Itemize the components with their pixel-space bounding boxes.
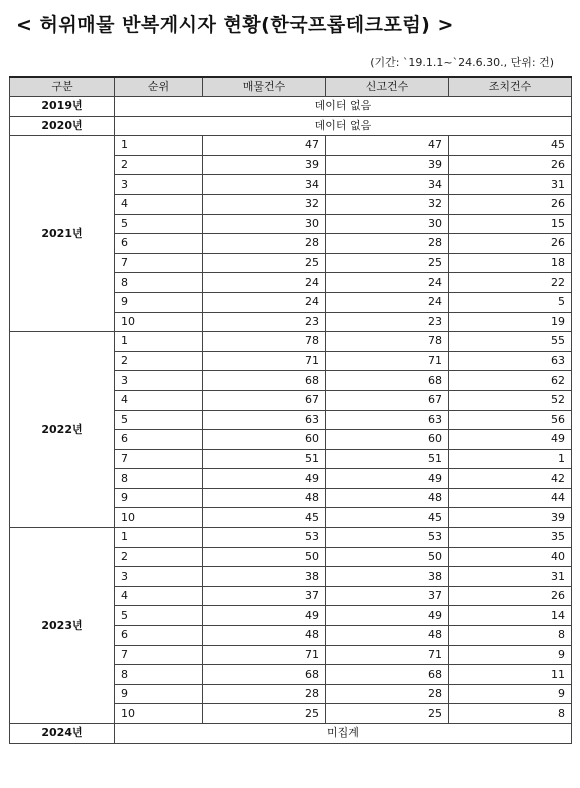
listing-count-cell: 49 xyxy=(203,469,326,489)
listing-count-cell: 24 xyxy=(203,273,326,293)
report-count-cell: 71 xyxy=(326,645,449,665)
rank-cell: 10 xyxy=(115,508,203,528)
action-count-cell: 35 xyxy=(449,528,572,548)
action-count-cell: 55 xyxy=(449,332,572,352)
listing-count-cell: 28 xyxy=(203,684,326,704)
report-count-cell: 39 xyxy=(326,155,449,175)
action-count-cell: 18 xyxy=(449,253,572,273)
listing-count-cell: 48 xyxy=(203,488,326,508)
action-count-cell: 31 xyxy=(449,175,572,195)
rank-cell: 1 xyxy=(115,332,203,352)
table-header-row xyxy=(10,77,572,97)
report-count-cell: 38 xyxy=(326,567,449,587)
report-count-cell: 28 xyxy=(326,234,449,254)
listing-count-cell: 68 xyxy=(203,665,326,685)
report-count-cell: 63 xyxy=(326,410,449,430)
action-count-cell: 19 xyxy=(449,312,572,332)
listing-count-cell: 37 xyxy=(203,586,326,606)
rank-cell: 1 xyxy=(115,136,203,156)
rank-cell: 8 xyxy=(115,665,203,685)
report-count-cell: 60 xyxy=(326,430,449,450)
table-body xyxy=(10,97,572,744)
report-count-cell: 67 xyxy=(326,390,449,410)
header-action-count: 조치건수 xyxy=(449,77,572,97)
rank-cell: 7 xyxy=(115,253,203,273)
report-count-cell: 68 xyxy=(326,665,449,685)
rank-cell: 3 xyxy=(115,567,203,587)
report-count-cell: 45 xyxy=(326,508,449,528)
report-count-cell: 49 xyxy=(326,469,449,489)
action-count-cell: 42 xyxy=(449,469,572,489)
report-count-cell: 34 xyxy=(326,175,449,195)
listing-count-cell: 71 xyxy=(203,645,326,665)
listing-count-cell: 30 xyxy=(203,214,326,234)
report-count-cell: 71 xyxy=(326,351,449,371)
report-count-cell: 25 xyxy=(326,253,449,273)
action-count-cell: 9 xyxy=(449,684,572,704)
action-count-cell: 62 xyxy=(449,371,572,391)
action-count-cell: 14 xyxy=(449,606,572,626)
report-count-cell: 48 xyxy=(326,488,449,508)
rank-cell: 10 xyxy=(115,312,203,332)
listing-count-cell: 60 xyxy=(203,430,326,450)
rank-cell: 3 xyxy=(115,371,203,391)
action-count-cell: 26 xyxy=(449,586,572,606)
rank-cell: 6 xyxy=(115,626,203,646)
listing-count-cell: 32 xyxy=(203,194,326,214)
report-count-cell: 78 xyxy=(326,332,449,352)
year-cell: 2022년 xyxy=(10,332,115,528)
rank-cell: 6 xyxy=(115,430,203,450)
header-listing-count: 매물건수 xyxy=(203,77,326,97)
listing-count-cell: 47 xyxy=(203,136,326,156)
rank-cell: 9 xyxy=(115,488,203,508)
report-count-cell: 32 xyxy=(326,194,449,214)
rank-cell: 2 xyxy=(115,547,203,567)
year-cell: 2023년 xyxy=(10,528,115,724)
rank-cell: 7 xyxy=(115,449,203,469)
action-count-cell: 8 xyxy=(449,626,572,646)
table-row xyxy=(10,528,572,548)
action-count-cell: 15 xyxy=(449,214,572,234)
action-count-cell: 31 xyxy=(449,567,572,587)
listing-count-cell: 51 xyxy=(203,449,326,469)
table-row xyxy=(10,724,572,744)
action-count-cell: 26 xyxy=(449,194,572,214)
rank-cell: 2 xyxy=(115,155,203,175)
listing-count-cell: 78 xyxy=(203,332,326,352)
action-count-cell: 45 xyxy=(449,136,572,156)
listing-count-cell: 50 xyxy=(203,547,326,567)
action-count-cell: 52 xyxy=(449,390,572,410)
listing-count-cell: 67 xyxy=(203,390,326,410)
table-row xyxy=(10,332,572,352)
header-report-count: 신고건수 xyxy=(326,77,449,97)
year-cell: 2024년 xyxy=(10,724,115,744)
listing-count-cell: 63 xyxy=(203,410,326,430)
header-rank: 순위 xyxy=(115,77,203,97)
rank-cell: 5 xyxy=(115,410,203,430)
report-count-cell: 51 xyxy=(326,449,449,469)
action-count-cell: 26 xyxy=(449,155,572,175)
rank-cell: 6 xyxy=(115,234,203,254)
no-data-cell: 데이터 없음 xyxy=(115,97,572,117)
year-cell: 2019년 xyxy=(10,97,115,117)
report-count-cell: 23 xyxy=(326,312,449,332)
rank-cell: 4 xyxy=(115,586,203,606)
action-count-cell: 56 xyxy=(449,410,572,430)
rank-cell: 9 xyxy=(115,292,203,312)
action-count-cell: 22 xyxy=(449,273,572,293)
action-count-cell: 26 xyxy=(449,234,572,254)
table-row xyxy=(10,116,572,136)
report-count-cell: 24 xyxy=(326,292,449,312)
report-count-cell: 37 xyxy=(326,586,449,606)
action-count-cell: 11 xyxy=(449,665,572,685)
listing-count-cell: 39 xyxy=(203,155,326,175)
table-row xyxy=(10,97,572,117)
action-count-cell: 44 xyxy=(449,488,572,508)
listing-count-cell: 24 xyxy=(203,292,326,312)
action-count-cell: 1 xyxy=(449,449,572,469)
rank-cell: 10 xyxy=(115,704,203,724)
action-count-cell: 49 xyxy=(449,430,572,450)
rank-cell: 4 xyxy=(115,390,203,410)
period-unit-note: (기간: `19.1.1~`24.6.30., 단위: 건) xyxy=(370,56,554,69)
listing-count-cell: 45 xyxy=(203,508,326,528)
report-count-cell: 49 xyxy=(326,606,449,626)
listing-count-cell: 53 xyxy=(203,528,326,548)
rank-cell: 2 xyxy=(115,351,203,371)
listing-count-cell: 28 xyxy=(203,234,326,254)
report-count-cell: 47 xyxy=(326,136,449,156)
listing-count-cell: 71 xyxy=(203,351,326,371)
action-count-cell: 8 xyxy=(449,704,572,724)
year-cell: 2020년 xyxy=(10,116,115,136)
listing-count-cell: 48 xyxy=(203,626,326,646)
report-count-cell: 28 xyxy=(326,684,449,704)
rank-cell: 9 xyxy=(115,684,203,704)
year-cell: 2021년 xyxy=(10,136,115,332)
action-count-cell: 5 xyxy=(449,292,572,312)
report-count-cell: 25 xyxy=(326,704,449,724)
table-row xyxy=(10,136,572,156)
listing-count-cell: 23 xyxy=(203,312,326,332)
action-count-cell: 63 xyxy=(449,351,572,371)
rank-cell: 4 xyxy=(115,194,203,214)
repeat-poster-table xyxy=(9,76,572,744)
listing-count-cell: 25 xyxy=(203,704,326,724)
report-count-cell: 68 xyxy=(326,371,449,391)
listing-count-cell: 49 xyxy=(203,606,326,626)
action-count-cell: 39 xyxy=(449,508,572,528)
report-count-cell: 48 xyxy=(326,626,449,646)
report-count-cell: 24 xyxy=(326,273,449,293)
rank-cell: 5 xyxy=(115,214,203,234)
action-count-cell: 9 xyxy=(449,645,572,665)
no-data-cell: 데이터 없음 xyxy=(115,116,572,136)
listing-count-cell: 34 xyxy=(203,175,326,195)
no-data-cell: 미집계 xyxy=(115,724,572,744)
report-count-cell: 50 xyxy=(326,547,449,567)
listing-count-cell: 38 xyxy=(203,567,326,587)
rank-cell: 8 xyxy=(115,273,203,293)
rank-cell: 1 xyxy=(115,528,203,548)
rank-cell: 5 xyxy=(115,606,203,626)
rank-cell: 8 xyxy=(115,469,203,489)
header-category: 구분 xyxy=(10,77,115,97)
rank-cell: 7 xyxy=(115,645,203,665)
report-count-cell: 53 xyxy=(326,528,449,548)
listing-count-cell: 25 xyxy=(203,253,326,273)
action-count-cell: 40 xyxy=(449,547,572,567)
rank-cell: 3 xyxy=(115,175,203,195)
report-count-cell: 30 xyxy=(326,214,449,234)
listing-count-cell: 68 xyxy=(203,371,326,391)
page-title: < 허위매물 반복게시자 현황(한국프롭테크포럼) > xyxy=(16,14,454,36)
